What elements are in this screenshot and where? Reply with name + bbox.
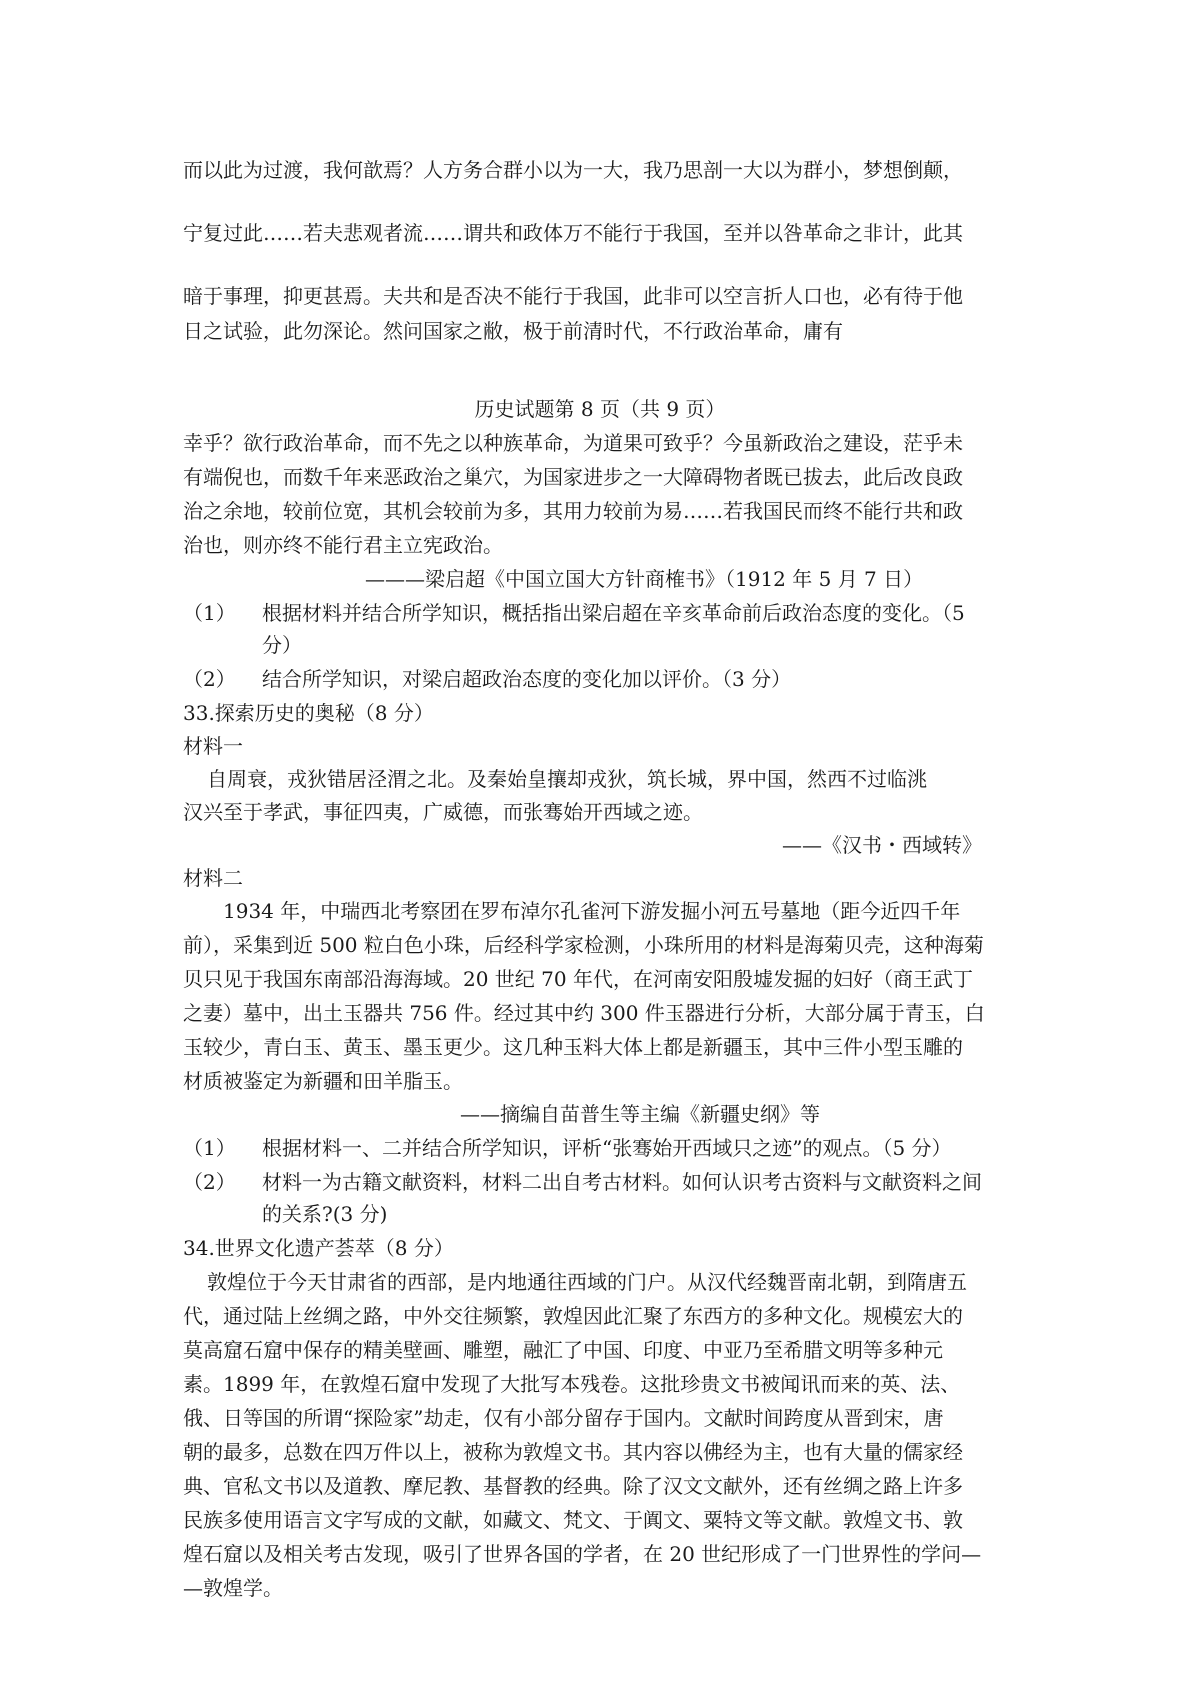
text-line: 暗于事理，抑更甚焉。夫共和是否决不能行于我国，此非可以空言折人口也，必有待于他 — [183, 284, 963, 308]
material-label: 材料二 — [183, 866, 243, 890]
text-line: 治也，则亦终不能行君主立宪政治。 — [183, 533, 503, 557]
text-line: —敦煌学。 — [183, 1576, 283, 1600]
text-line: 治之余地，较前位宽，其机会较前为多，其用力较前为易……若我国民而终不能行共和政 — [183, 499, 963, 523]
text-line: 贝只见于我国东南部沿海海域。20 世纪 70 年代，在河南安阳殷墟发掘的妇好（商王武丁 — [183, 967, 973, 991]
material-label: 材料一 — [183, 734, 243, 758]
question-text: 分） — [262, 633, 302, 657]
text-line: 前），采集到近 500 粒白色小珠，后经科学家检测，小珠所用的材料是海菊贝壳，这种海菊 — [183, 933, 984, 957]
text-line: 民族多使用语言文字写成的文献，如藏文、梵文、于阗文、粟特文等文献。敦煌文书、敦 — [183, 1508, 963, 1532]
text-line: 自周衰，戎狄错居泾渭之北。及秦始皇攘却戎狄，筑长城，界中国，然西不过临洮 — [207, 767, 927, 791]
question-text: 的关系?(3 分) — [262, 1202, 388, 1226]
question-number: （1） — [183, 601, 236, 625]
text-line: 玉较少，青白玉、黄玉、墨玉更少。这几种玉料大体上都是新疆玉，其中三件小型玉雕的 — [183, 1035, 963, 1059]
text-line: 典、官私文书以及道教、摩尼教、基督教的经典。除了汉文文献外，还有丝绸之路上许多 — [183, 1474, 963, 1498]
text-line: 日之试验，此勿深论。然问国家之敝，极于前清时代，不行政治革命，庸有 — [183, 319, 843, 343]
text-line: 煌石窟以及相关考古发现，吸引了世界各国的学者，在 20 世纪形成了一门世界性的学问— — [183, 1542, 982, 1566]
text-line: 代，通过陆上丝绸之路，中外交往频繁，敦煌因此汇聚了东西方的多种文化。规模宏大的 — [183, 1304, 963, 1328]
source-citation: ———梁启超《中国立国大方针商榷书》（1912 年 5 月 7 日） — [365, 567, 924, 591]
text-line: 朝的最多，总数在四万件以上，被称为敦煌文书。其内容以佛经为主，也有大量的儒家经 — [183, 1440, 963, 1464]
text-line: 莫高窟石窟中保存的精美壁画、雕塑，融汇了中国、印度、中亚乃至希腊文明等多种元 — [183, 1338, 943, 1362]
text-line: 之妻）墓中，出土玉器共 756 件。经过其中约 300 件玉器进行分析，大部分属于青玉，白 — [183, 1001, 985, 1025]
text-line: 宁复过此……若夫悲观者流……谓共和政体万不能行于我国，至并以咎革命之非计，此其 — [183, 221, 963, 245]
source-citation: ——摘编自苗普生等主编《新疆史纲》等 — [460, 1102, 820, 1126]
text-line: 汉兴至于孝武，事征四夷，广威德，而张骞始开西域之迹。 — [183, 800, 703, 824]
question-text: 材料一为古籍文献资料，材料二出自考古材料。如何认识考古资料与文献资料之间 — [262, 1170, 982, 1194]
question-number: （2） — [183, 667, 236, 691]
text-line: 而以此为过渡，我何歆焉？人方务合群小以为一大，我乃思剖一大以为群小，梦想倒颠， — [183, 158, 963, 182]
text-line: 有端倪也，而数千年来恶政治之巢穴，为国家进步之一大障碍物者既已拔去，此后改良政 — [183, 465, 963, 489]
text-line: 素。1899 年，在敦煌石窟中发现了大批写本残卷。这批珍贵文书被闻讯而来的英、法、 — [183, 1372, 961, 1396]
text-line: 材质被鉴定为新疆和田羊脂玉。 — [183, 1069, 463, 1093]
question-text: 结合所学知识，对梁启超政治态度的变化加以评价。（3 分） — [262, 667, 792, 691]
question-title: 34.世界文化遗产荟萃（8 分） — [183, 1236, 454, 1260]
text-line: 1934 年，中瑞西北考察团在罗布淖尔孔雀河下游发掘小河五号墓地（距今近四千年 — [223, 899, 961, 923]
question-title: 33.探索历史的奥秘（8 分） — [183, 701, 434, 725]
text-line: 俄、日等国的所谓“探险家”劫走，仅有小部分留存于国内。文献时间跨度从晋到宋，唐 — [183, 1406, 944, 1430]
text-line: 幸乎？欲行政治革命，而不先之以种族革命，为道果可致乎？今虽新政治之建设，茫乎未 — [183, 431, 963, 455]
question-number: （2） — [183, 1170, 236, 1194]
page-footer: 历史试题第 8 页（共 9 页） — [474, 397, 726, 421]
question-text: 根据材料并结合所学知识，概括指出梁启超在辛亥革命前后政治态度的变化。（5 — [262, 601, 965, 625]
question-number: （1） — [183, 1136, 236, 1160]
source-citation: ——《汉书・西域转》 — [782, 833, 982, 857]
text-line: 敦煌位于今天甘肃省的西部，是内地通往西域的门户。从汉代经魏晋南北朝，到隋唐五 — [207, 1270, 967, 1294]
question-text: 根据材料一、二并结合所学知识，评析“张骞始开西域只之迹”的观点。（5 分） — [262, 1136, 952, 1160]
